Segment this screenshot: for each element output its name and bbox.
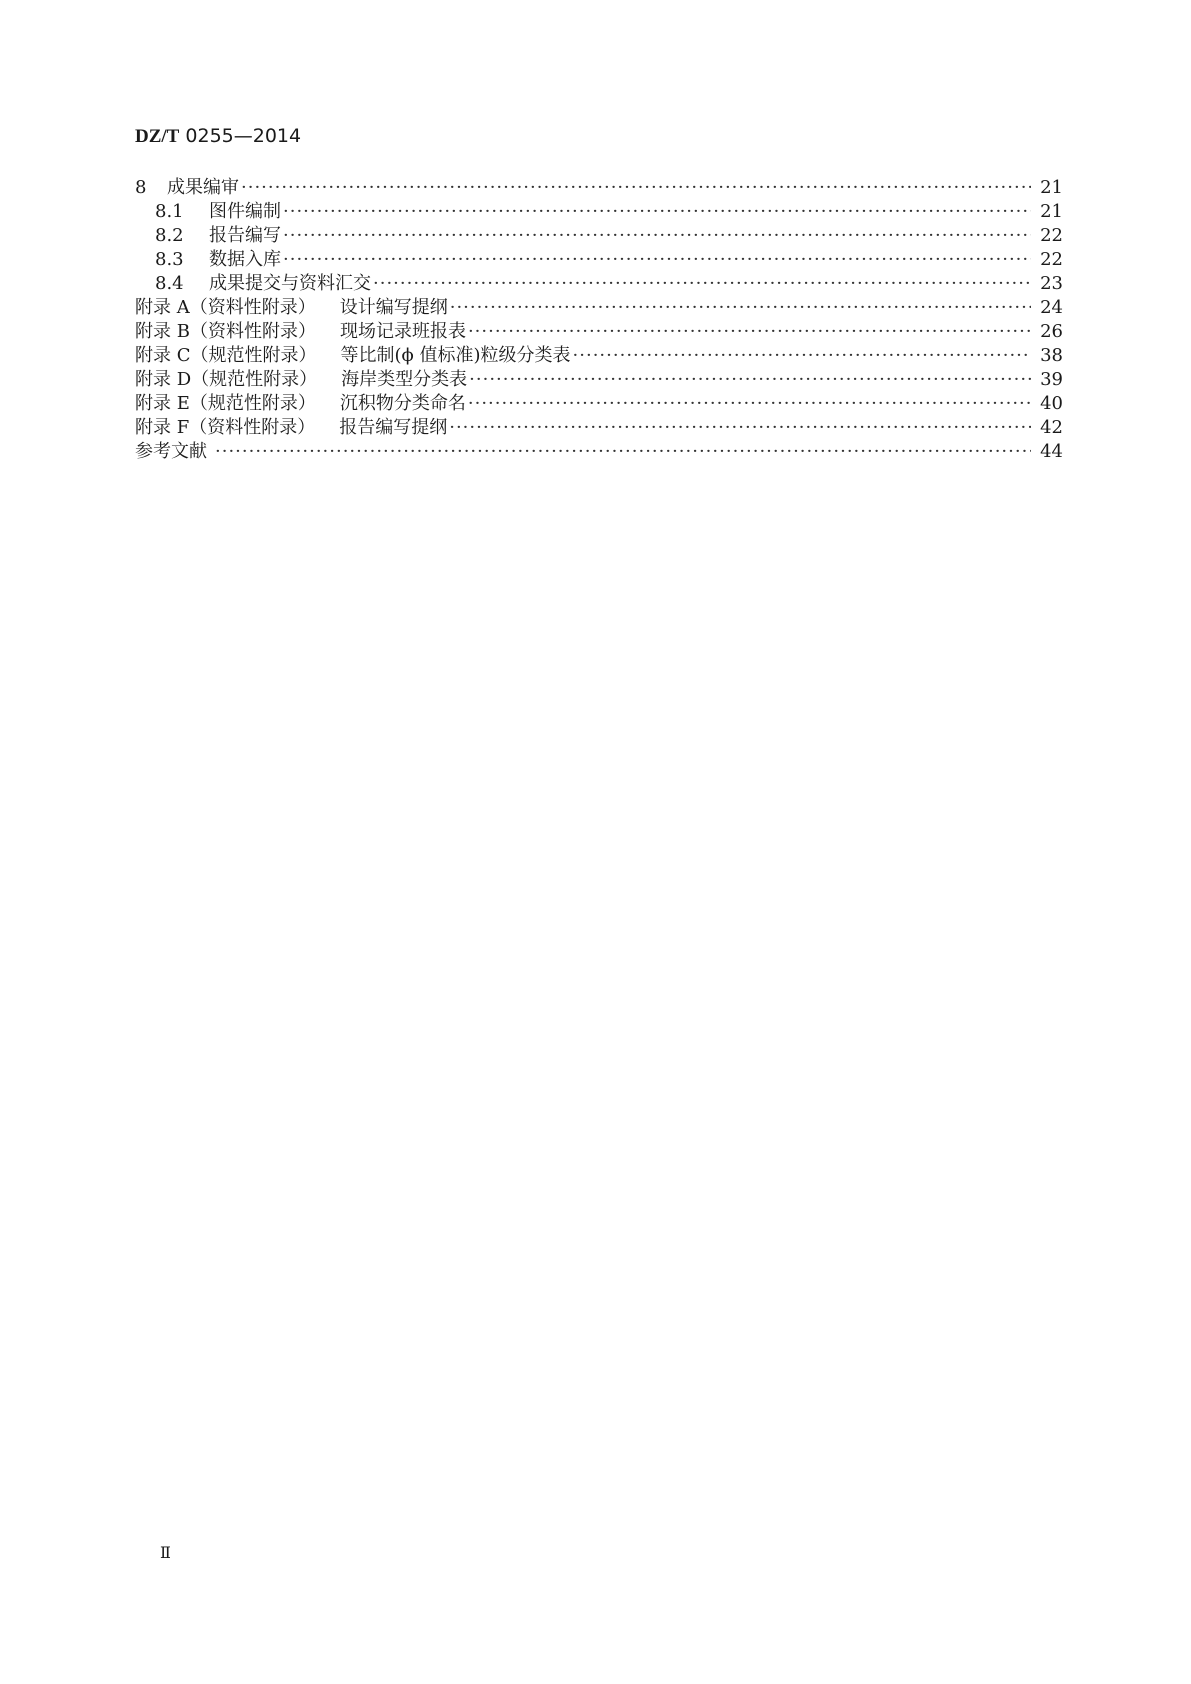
toc-entry-title: 海岸类型分类表 — [341, 369, 468, 390]
toc-entry-appendix-d[interactable] — [135, 368, 1063, 392]
toc-entry-number: 8.3 — [155, 249, 184, 270]
toc-entry-page: 22 — [1040, 225, 1063, 246]
toc-entry-title: 现场记录班报表 — [339, 321, 466, 342]
toc-entry-8-1[interactable] — [135, 200, 1063, 224]
toc-entry-number: 附录 B（资料性附录） — [135, 321, 316, 342]
dot-leader — [283, 200, 1031, 224]
toc-entry-number: 附录 D（规范性附录） — [135, 369, 318, 390]
toc-entry-appendix-e[interactable] — [135, 392, 1063, 416]
toc-entry-8-4[interactable] — [135, 272, 1063, 296]
toc-entry-number: 8.1 — [155, 201, 184, 222]
toc-entry-number: 8.4 — [155, 273, 184, 294]
toc-entry-title: 报告编写 — [209, 225, 281, 246]
toc-entry-page: 40 — [1040, 393, 1063, 414]
toc-entry-title: 成果编审 — [167, 177, 239, 198]
toc-entry-page: 24 — [1040, 297, 1063, 318]
toc-entry-page: 21 — [1040, 201, 1063, 222]
toc-entry-title: 沉积物分类命名 — [339, 393, 466, 414]
dot-leader — [468, 320, 1031, 344]
dot-leader — [283, 248, 1031, 272]
toc-entry-title: 参考文献 — [135, 441, 207, 462]
dot-leader — [373, 272, 1031, 296]
toc-entry-page: 38 — [1040, 345, 1063, 366]
toc-entry-number: 附录 C（规范性附录） — [135, 345, 317, 366]
toc-entry-page: 23 — [1040, 273, 1063, 294]
dot-leader — [468, 392, 1031, 416]
toc-entry-appendix-b[interactable] — [135, 320, 1063, 344]
toc-entry-page: 44 — [1040, 441, 1063, 462]
page-number: Ⅱ — [160, 1543, 171, 1562]
dot-leader — [215, 440, 1031, 464]
toc-entry-8-2[interactable] — [135, 224, 1063, 248]
toc-entry-appendix-a[interactable] — [135, 296, 1063, 320]
table-of-contents — [135, 176, 1063, 464]
toc-entry-number: 8.2 — [155, 225, 184, 246]
standard-prefix: DZ/T — [135, 126, 180, 147]
dot-leader — [450, 296, 1031, 320]
toc-entry-page: 26 — [1040, 321, 1063, 342]
toc-entry-page: 39 — [1040, 369, 1063, 390]
toc-entry-title: 报告编写提纲 — [339, 417, 448, 438]
toc-entry-number: 附录 A（资料性附录） — [135, 297, 316, 318]
toc-entry-page: 22 — [1040, 249, 1063, 270]
toc-entry-title: 等比制(ϕ 值标准)粒级分类表 — [340, 345, 571, 366]
dot-leader — [469, 368, 1031, 392]
toc-entry-8[interactable] — [135, 176, 1063, 200]
toc-entry-page: 21 — [1040, 177, 1063, 198]
toc-entry-references[interactable] — [135, 440, 1063, 464]
standard-number: 0255—2014 — [185, 125, 302, 147]
dot-leader — [283, 224, 1031, 248]
toc-entry-number: 8 — [135, 177, 147, 198]
dot-leader — [241, 176, 1031, 200]
toc-entry-8-3[interactable] — [135, 248, 1063, 272]
toc-entry-page: 42 — [1040, 417, 1063, 438]
document-code — [135, 125, 301, 148]
toc-entry-number: 附录 F（资料性附录） — [135, 417, 316, 438]
toc-entry-number: 附录 E（规范性附录） — [135, 393, 316, 414]
toc-entry-title: 成果提交与资料汇交 — [209, 273, 371, 294]
toc-entry-title: 数据入库 — [209, 249, 281, 270]
toc-entry-title: 图件编制 — [209, 201, 281, 222]
toc-entry-appendix-f[interactable] — [135, 416, 1063, 440]
toc-entry-appendix-c[interactable] — [135, 344, 1063, 368]
toc-entry-title: 设计编写提纲 — [339, 297, 448, 318]
dot-leader — [573, 344, 1031, 368]
dot-leader — [449, 416, 1031, 440]
